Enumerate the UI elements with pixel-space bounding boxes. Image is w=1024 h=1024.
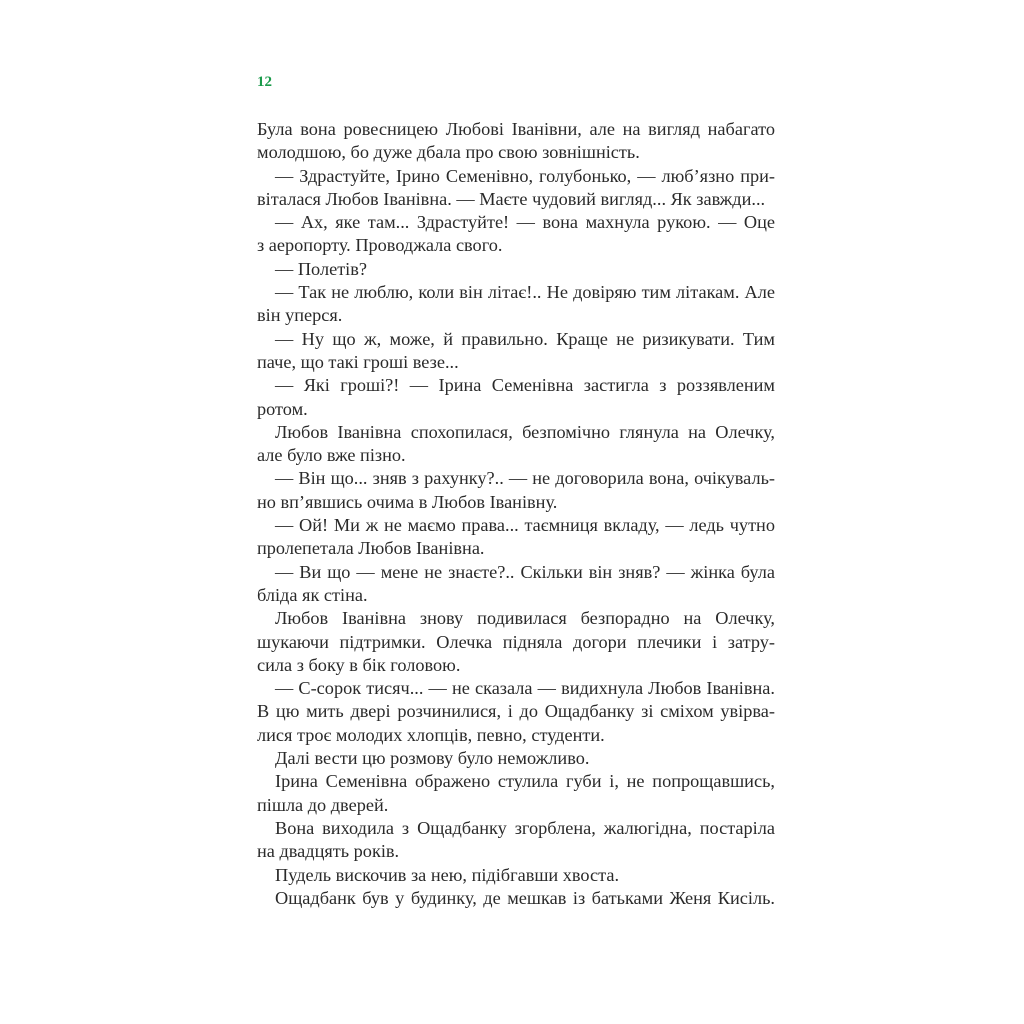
text-line: но вп’явшись очима в Любов Іванівну. (257, 491, 558, 512)
text-line: пролепетала Любов Іванівна. (257, 538, 485, 559)
text-line: ротом. (257, 398, 308, 419)
text-line: — Які гроші?! — Ірина Семенівна застигла з роззявленим (275, 375, 775, 396)
text-line: бліда як стіна. (257, 584, 368, 605)
text-line: лися троє молодих хлопців, певно, студенти. (257, 724, 605, 745)
text-line: — Ой! Ми ж не маємо права... таємниця вкладу, — ледь чутно (275, 515, 775, 536)
text-line: сила з боку в бік головою. (257, 654, 461, 675)
text-line: з аеропорту. Проводжала свого. (257, 235, 503, 256)
text-line: Пудель вискочив за нею, підібгавши хвоста. (275, 864, 620, 885)
text-line: Вона виходила з Ощадбанку згорблена, жалюгідна, постаріла (275, 817, 775, 838)
body-text (257, 118, 775, 910)
text-line: але було вже пізно. (257, 445, 406, 466)
text-line: — Ах, яке там... Здрастуйте! — вона махнула рукою. — Оце (275, 212, 775, 233)
text-line: — С-сорок тисяч... — не сказала — видихнула Любов Іванівна. (275, 678, 775, 699)
text-line: Далі вести цю розмову було неможливо. (275, 748, 590, 769)
text-line: В цю мить двері розчинилися, і до Ощадбанку зі сміхом увірва- (257, 701, 775, 722)
text-line: — Він що... зняв з рахунку?.. — не договорила вона, очікуваль- (275, 468, 775, 489)
text-line: паче, що такі гроші везе... (257, 351, 459, 372)
text-line: Любов Іванівна спохопилася, безпомічно глянула на Олечку, (275, 421, 775, 442)
text-line: Ірина Семенівна ображено стулила губи і, не попрощавшись, (275, 771, 775, 792)
text-line: — Ви що — мене не знаєте?.. Скільки він зняв? — жінка була (275, 561, 775, 582)
text-line: Любов Іванівна знову подивилася безпорадно на Олечку, (275, 608, 775, 629)
text-line: шукаючи підтримки. Олечка підняла догори плечики і затру- (257, 631, 775, 652)
text-line: Була вона ровесницею Любові Іванівни, але на вигляд набагато (257, 119, 775, 139)
text-line: — Ну що ж, може, й правильно. Краще не ризикувати. Тим (275, 328, 775, 349)
text-line: Ощадбанк був у будинку, де мешкав із батьками Женя Кисіль. (275, 887, 775, 908)
text-line: — Так не люблю, коли він літає!.. Не довіряю тим літакам. Але (275, 282, 775, 303)
text-line: він уперся. (257, 305, 343, 326)
text-line: — Здрастуйте, Ірино Семенівно, голубонько, — люб’язно при- (275, 165, 775, 186)
text-line: на двадцять років. (257, 841, 400, 862)
page-number: 12 (257, 74, 272, 90)
text-line: — Полетів? (275, 258, 368, 279)
text-line: пішла до дверей. (257, 794, 389, 815)
text-line: віталася Любов Іванівна. — Маєте чудовий вигляд... Як завжди... (257, 188, 766, 209)
text-line: молодшою, бо дуже дбала про свою зовнішність. (257, 142, 640, 163)
